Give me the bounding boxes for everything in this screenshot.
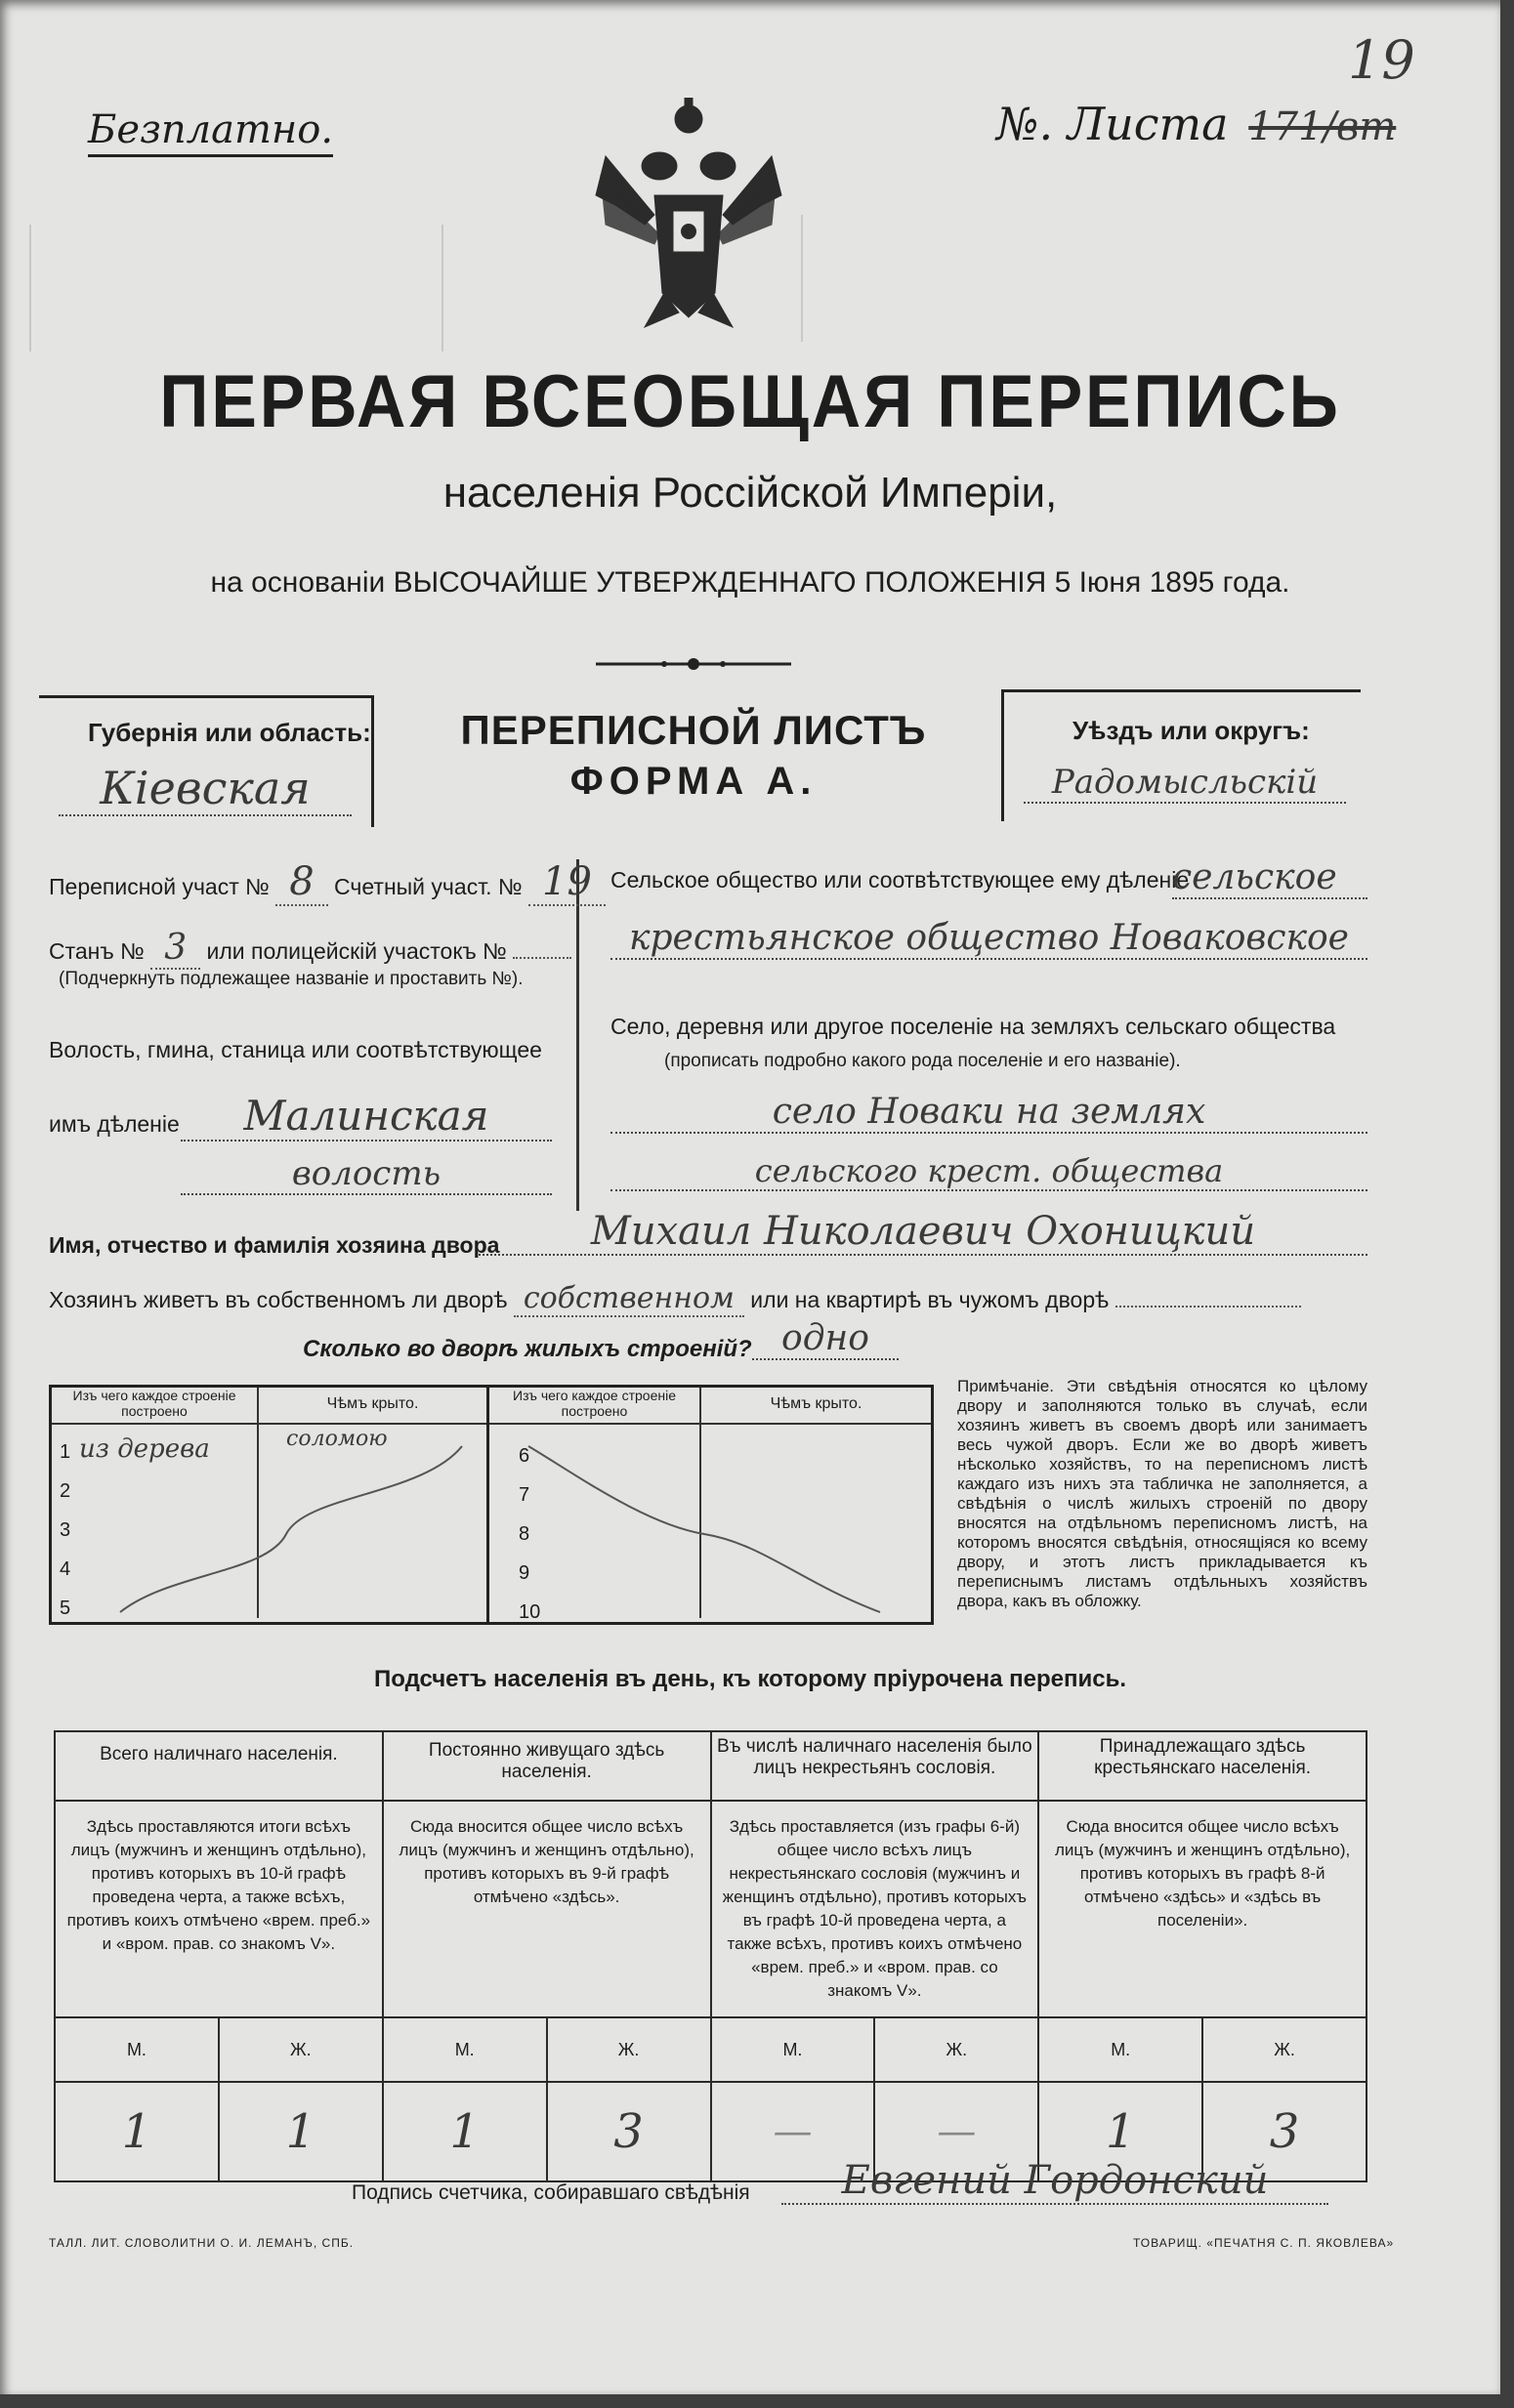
regulation-basis: на основаніи ВЫСОЧАЙШЕ УТВЕРЖДЕННАГО ПОЛОЖЕНІЯ 5 Іюня 1895 года. bbox=[210, 566, 1290, 599]
population-count-table bbox=[54, 1730, 1367, 2182]
male-label: М. bbox=[384, 2018, 548, 2081]
owner-label: Имя, отчество и фамилія хозяина двора bbox=[49, 1232, 500, 1258]
volost-value-2[interactable]: волость bbox=[181, 1154, 552, 1195]
residence-rent-value[interactable] bbox=[1115, 1306, 1301, 1308]
male-label: М. bbox=[1039, 2018, 1203, 2081]
note-text: Примѣчаніе. Эти свѣдѣнія относятся ко цѣлому двору и заполняются только въ случаѣ, если хозяинъ живетъ въ своемъ дворѣ или занимаетъ весь чужой дворъ. Если же во дворѣ живетъ нѣсколько хозяйствъ, то на переписномъ листѣ каждаго изъ нихъ эта табличка не заполняется, а свѣдѣнія о числѣ жилыхъ строеній по двору вносятся на отдѣльномъ переписномъ листѣ, на которомъ вносятся свѣдѣнія, относящіяся ко всему двору, и этотъ листъ прикладывается къ переписнымъ листамъ отдѣльныхъ хозяйствъ двора, какъ въ обложку. bbox=[957, 1377, 1367, 1610]
material-header: Изъ чего каждое строеніе построено bbox=[52, 1388, 259, 1425]
buildings-table bbox=[49, 1385, 934, 1625]
gubernia-box bbox=[39, 695, 374, 827]
sheet-number-field bbox=[996, 98, 1396, 150]
row-number: 5 bbox=[60, 1598, 71, 1619]
pop-col-instructions: Здѣсь проставляются итоги всѣхъ лицъ (мужчинъ и женщинъ отдѣльно), противъ которыхъ въ 10-й графѣ проведена черта, а также всѣхъ, противъ коихъ отмѣчено «врем. преб.» и «вром. прав. со знакомъ V». bbox=[55, 1801, 383, 2017]
society-value-2[interactable]: крестьянское общество Новаковское bbox=[610, 918, 1367, 960]
row-number: 10 bbox=[519, 1601, 541, 1623]
free-label: Безплатно. bbox=[88, 107, 333, 157]
ornament-divider bbox=[596, 656, 791, 672]
residence-row bbox=[49, 1281, 1301, 1315]
bleed-through-marks bbox=[801, 215, 1350, 342]
coat-of-arms-emblem bbox=[586, 98, 791, 332]
form-subtitle: ФОРМА А. bbox=[569, 760, 818, 803]
village-label: Село, деревня или другое поселеніе на земляхъ сельскаго общества bbox=[610, 1014, 1336, 1039]
pop-col-instructions: Сюда вносится общее число всѣхъ лицъ (мужчинъ и женщинъ отдѣльно), противъ которыхъ въ графѣ 8-й отмѣчено «здѣсь» и «здѣсь въ поселеніи». bbox=[1038, 1801, 1367, 2017]
residence-value[interactable]: собственном bbox=[514, 1281, 744, 1317]
male-count[interactable]: 1 bbox=[1039, 2083, 1203, 2180]
page-title: ПЕРВАЯ ВСЕОБЩАЯ ПЕРЕПИСЬ bbox=[159, 360, 1341, 443]
bleed-through-marks bbox=[29, 225, 443, 352]
uezd-value[interactable]: Радомысльскій bbox=[1024, 763, 1346, 804]
pop-col-instructions: Здѣсь проставляется (изъ графы 6-й) общее число всѣхъ лицъ некрестьянскаго сословія (мужчинъ и женщинъ отдѣльно), противъ которыхъ въ графѣ 10-й проведена черта, а также всѣхъ, противъ коихъ отмѣчено «врем. преб.» и «вром. прав. со знакомъ V». bbox=[711, 1801, 1039, 2017]
pop-col-values bbox=[711, 2017, 1039, 2181]
signature-value[interactable]: Евгений Гордонский bbox=[781, 2158, 1328, 2205]
female-count[interactable]: 1 bbox=[285, 2104, 316, 2159]
police-district-label: или полицейскій участокъ № bbox=[206, 938, 507, 964]
page-subtitle: населенія Россійской Имперіи, bbox=[442, 469, 1058, 517]
volost-value-1[interactable]: Малинская bbox=[181, 1092, 552, 1142]
row-number: 6 bbox=[519, 1445, 530, 1467]
pop-col-header: Всего наличнаго населенія. bbox=[55, 1731, 383, 1801]
female-count[interactable]: 3 bbox=[613, 2104, 644, 2159]
strike-through-mark bbox=[52, 1388, 486, 1622]
row-number: 9 bbox=[519, 1562, 530, 1584]
owner-value[interactable]: Михаил Николаевич Охоницкий bbox=[479, 1209, 1367, 1256]
male-label: М. bbox=[712, 2018, 876, 2081]
male-count[interactable]: — bbox=[712, 2083, 876, 2180]
male-count[interactable]: 1 bbox=[56, 2083, 220, 2180]
row-number: 7 bbox=[519, 1484, 530, 1506]
female-label: Ж. bbox=[617, 2039, 640, 2059]
village-note: (прописать подробно какого рода поселеніе и его названіе). bbox=[664, 1051, 1181, 1071]
uezd-box bbox=[1001, 689, 1361, 821]
strike-through-mark bbox=[489, 1388, 931, 1622]
material-header: Изъ чего каждое строеніе построено bbox=[489, 1388, 701, 1425]
pop-col-header: Въ числѣ наличнаго населенія было лицъ некрестьянъ сословія. bbox=[711, 1731, 1039, 1801]
male-count[interactable]: 1 bbox=[384, 2083, 548, 2180]
census-district-label: Переписной участ № bbox=[49, 874, 270, 899]
female-count[interactable]: 3 bbox=[1269, 2104, 1300, 2159]
society-value-1[interactable]: сельское bbox=[1172, 857, 1367, 899]
census-district-value[interactable]: 8 bbox=[275, 859, 327, 906]
society-label: Сельское общество или соотвѣтствующее ему дѣленіе bbox=[610, 867, 1190, 893]
population-count-title: Подсчетъ населенія въ день, къ которому пріурочена перепись. bbox=[374, 1666, 1126, 1692]
stan-row bbox=[49, 928, 571, 968]
row-number: 3 bbox=[60, 1519, 71, 1541]
material-entry[interactable]: из дерева bbox=[79, 1434, 210, 1464]
volost-label-2: имъ дѣленіе bbox=[49, 1111, 180, 1137]
signature-label: Подпись счетчика, собиравшаго свѣдѣнія bbox=[352, 2181, 750, 2204]
female-label: Ж. bbox=[290, 2039, 312, 2059]
residence-label-rent: или на квартирѣ въ чужомъ дворѣ bbox=[750, 1287, 1110, 1312]
volost-label-1: Волость, гмина, станица или соотвѣтствующее bbox=[49, 1037, 542, 1062]
pop-col-values bbox=[1038, 2017, 1367, 2181]
pop-col-header: Принадлежащаго здѣсь крестьянскаго населенія. bbox=[1038, 1731, 1367, 1801]
sheet-number-label: №. Листа bbox=[996, 98, 1229, 150]
village-value-2[interactable]: сельского крест. общества bbox=[610, 1152, 1367, 1191]
female-label: Ж. bbox=[946, 2039, 968, 2059]
gubernia-label: Губернія или область: bbox=[88, 718, 371, 747]
pop-col-instructions: Сюда вносится общее число всѣхъ лицъ (мужчинъ и женщинъ отдѣльно), противъ которыхъ въ 9-й графѣ отмѣчено «здѣсь». bbox=[383, 1801, 711, 2017]
buildings-table-left bbox=[52, 1388, 489, 1622]
uezd-label: Уѣздъ или округъ: bbox=[1072, 716, 1310, 745]
row-number: 8 bbox=[519, 1523, 530, 1545]
buildings-table-right bbox=[489, 1388, 931, 1622]
counting-district-value[interactable]: 19 bbox=[528, 859, 606, 906]
gubernia-value[interactable]: Кіевская bbox=[59, 762, 352, 816]
police-district-value[interactable] bbox=[513, 957, 571, 959]
stan-label: Станъ № bbox=[49, 938, 145, 964]
footer-printer-left: ТАЛЛ. ЛИТ. СЛОВОЛИТНИ О. И. ЛЕМАНЪ, СПБ. bbox=[49, 2236, 355, 2250]
row-number: 2 bbox=[60, 1480, 71, 1502]
male-label: М. bbox=[56, 2018, 220, 2081]
stan-value[interactable]: 3 bbox=[150, 928, 200, 970]
counting-district-label: Счетный участ. № bbox=[334, 874, 523, 899]
village-value-1[interactable]: село Новаки на землях bbox=[610, 1092, 1367, 1134]
sheet-number-value: 171/вт bbox=[1248, 104, 1397, 149]
form-title: ПЕРЕПИСНОЙ ЛИСТЪ bbox=[460, 707, 927, 753]
residence-label-own: Хозяинъ живетъ въ собственномъ ли дворѣ bbox=[49, 1287, 508, 1312]
female-label: Ж. bbox=[1274, 2039, 1295, 2059]
pop-col-values bbox=[55, 2017, 383, 2181]
underline-note: (Подчеркнуть подлежащее названіе и проставить №). bbox=[59, 969, 524, 989]
buildings-value[interactable]: одно bbox=[752, 1318, 899, 1360]
column-divider bbox=[576, 859, 579, 1211]
footer-printer-right: ТОВАРИЩ. «ПЕЧАТНЯ С. П. ЯКОВЛЕВА» bbox=[1133, 2236, 1395, 2250]
roof-header: Чѣмъ крыто. bbox=[259, 1388, 486, 1425]
row-number: 4 bbox=[60, 1558, 71, 1580]
pop-col-header: Постоянно живущаго здѣсь населенія. bbox=[383, 1731, 711, 1801]
roof-header: Чѣмъ крыто. bbox=[701, 1388, 931, 1425]
row-number: 1 bbox=[60, 1441, 71, 1463]
roof-entry[interactable]: соломою bbox=[286, 1427, 388, 1451]
female-count[interactable]: — bbox=[937, 2109, 977, 2154]
buildings-label: Сколько во дворѣ жилыхъ строеній? bbox=[303, 1336, 752, 1362]
page-number-mark: 19 bbox=[1348, 29, 1415, 91]
pop-col-values bbox=[383, 2017, 711, 2181]
census-district-row bbox=[49, 859, 606, 904]
